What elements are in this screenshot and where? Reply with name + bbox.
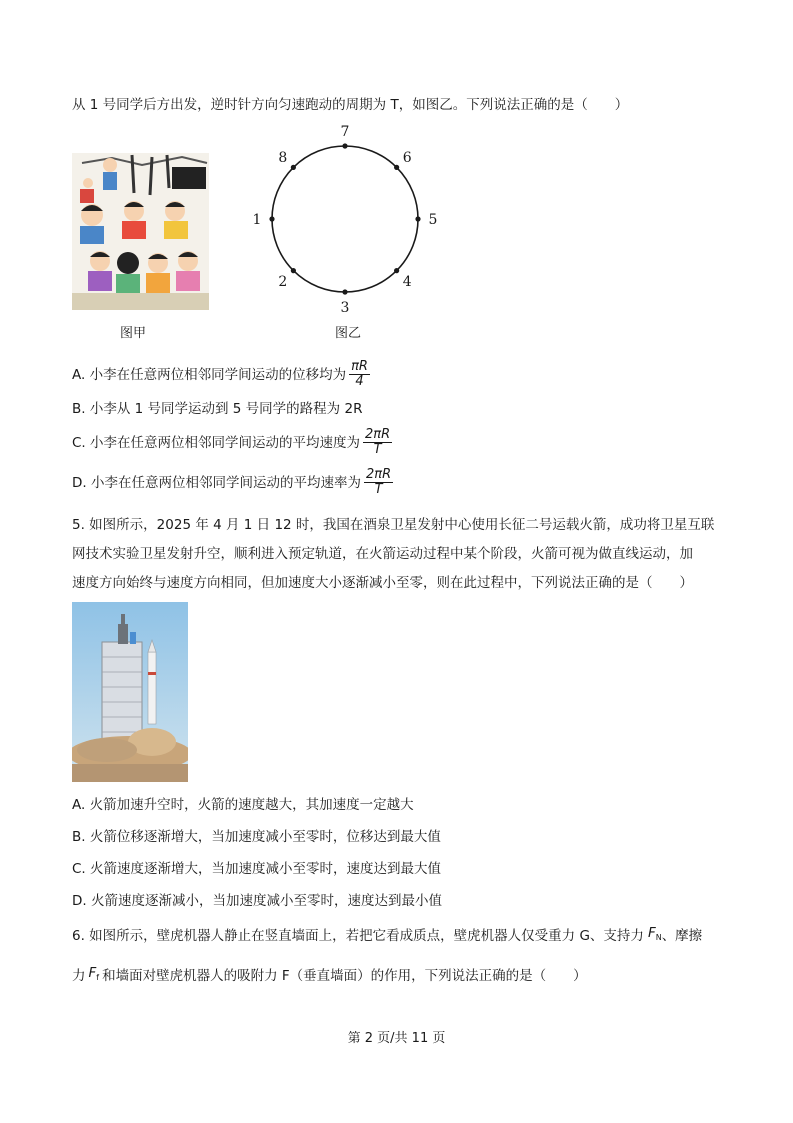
force-letter: F: [647, 925, 656, 941]
position-dot-1: [269, 216, 274, 221]
q5-option-b[interactable]: B. 火箭位移逐渐增大，当加速度减小至零时，位移达到最大值: [72, 829, 441, 845]
option-a-text: A. 小李在任意两位相邻同学间运动的位移均为: [72, 366, 347, 383]
q6-line-2-text: 和墙面对壁虎机器人的吸附力 F（垂直墙面）的作用，下列说法正确的是（ ）: [102, 967, 587, 984]
position-label-2: 2: [278, 274, 288, 291]
q6-line-1: [72, 924, 702, 947]
option-d-text: D. 小李在任意两位相邻同学间运动的平均速率为: [72, 474, 361, 491]
children-illustration: [72, 153, 209, 310]
fraction-numerator: 2πR: [365, 427, 391, 442]
option-c-text: C. 小李在任意两位相邻同学间运动的平均速度为: [72, 434, 361, 451]
q6-line-1-tail: 、摩擦: [661, 927, 703, 944]
fraction-denominator: T: [373, 442, 382, 457]
fraction-denominator: 4: [355, 374, 364, 389]
q5-option-c[interactable]: C. 火箭速度逐渐增大，当加速度减小至零时，速度达到最大值: [72, 861, 442, 877]
fraction-2pi-r-over-t: [364, 468, 393, 497]
friction-force-symbol: [89, 964, 100, 987]
q5-line-1: 5. 如图所示，2025 年 4 月 1 日 12 时，我国在酒泉卫星发射中心使用长征二号运载火箭，成功将卫星互联: [72, 517, 715, 533]
q5-line-2: 网技术实验卫星发射升空，顺利进入预定轨道，在火箭运动过程中某个阶段，火箭可视为做直线运动，加: [72, 546, 693, 562]
position-label-5: 5: [428, 212, 438, 228]
q5-line-3: 速度方向始终与速度方向相同，但加速度大小逐渐减小至零，则在此过程中，下列说法正确的是（ ）: [72, 575, 693, 591]
option-d[interactable]: [72, 468, 393, 497]
position-label-1: 1: [252, 212, 262, 228]
q5-option-a[interactable]: A. 火箭加速升空时，火箭的速度越大，其加速度一定越大: [72, 797, 414, 813]
page-footer: 第 2 页/共 11 页: [347, 1031, 446, 1046]
position-dot-6: [394, 165, 399, 170]
position-label-4: 4: [402, 274, 412, 291]
fraction-denominator: T: [374, 482, 383, 497]
option-b[interactable]: [72, 400, 362, 418]
force-subscript: N: [655, 933, 662, 942]
q6-line-2-head: 力: [72, 967, 86, 984]
fraction-numerator: πR: [351, 359, 368, 374]
position-label-8: 8: [278, 149, 288, 166]
option-a[interactable]: [72, 360, 370, 389]
q5-option-d[interactable]: D. 火箭速度逐渐减小，当加速度减小至零时，速度达到最小值: [72, 893, 442, 909]
q6-line-1-text: 6. 如图所示，壁虎机器人静止在竖直墙面上，若把它看成质点，壁虎机器人仅受重力 G、支持力: [72, 927, 644, 944]
force-letter: F: [88, 965, 97, 981]
option-c[interactable]: [72, 428, 392, 457]
rocket-launch-photo: [72, 602, 188, 782]
option-b-text: B. 小李从 1 号同学运动到 5 号同学的路程为 2R: [72, 401, 363, 417]
position-dot-3: [342, 289, 347, 294]
position-dot-8: [291, 165, 296, 170]
q6-line-2: [72, 964, 587, 987]
position-dot-4: [394, 268, 399, 273]
position-dot-2: [291, 268, 296, 273]
position-label-3: 3: [340, 300, 350, 316]
figure-jia-caption: 图甲: [120, 326, 147, 341]
position-dot-5: [415, 216, 420, 221]
question-intro: 从 1 号同学后方出发，逆时针方向匀速跑动的周期为 T，如图乙。下列说法正确的是（ ）: [72, 97, 629, 113]
normal-force-symbol: [648, 924, 662, 947]
fraction-2pi-r-over-t: [363, 428, 392, 457]
position-label-6: 6: [402, 149, 412, 166]
circle-diagram: [250, 122, 440, 317]
force-subscript: f: [96, 973, 100, 982]
fraction-numerator: 2πR: [365, 467, 392, 482]
position-dot-7: [342, 143, 347, 148]
figure-yi-caption: 图乙: [335, 326, 362, 341]
position-label-7: 7: [340, 124, 350, 140]
fraction-pi-r-over-4: [349, 360, 370, 389]
